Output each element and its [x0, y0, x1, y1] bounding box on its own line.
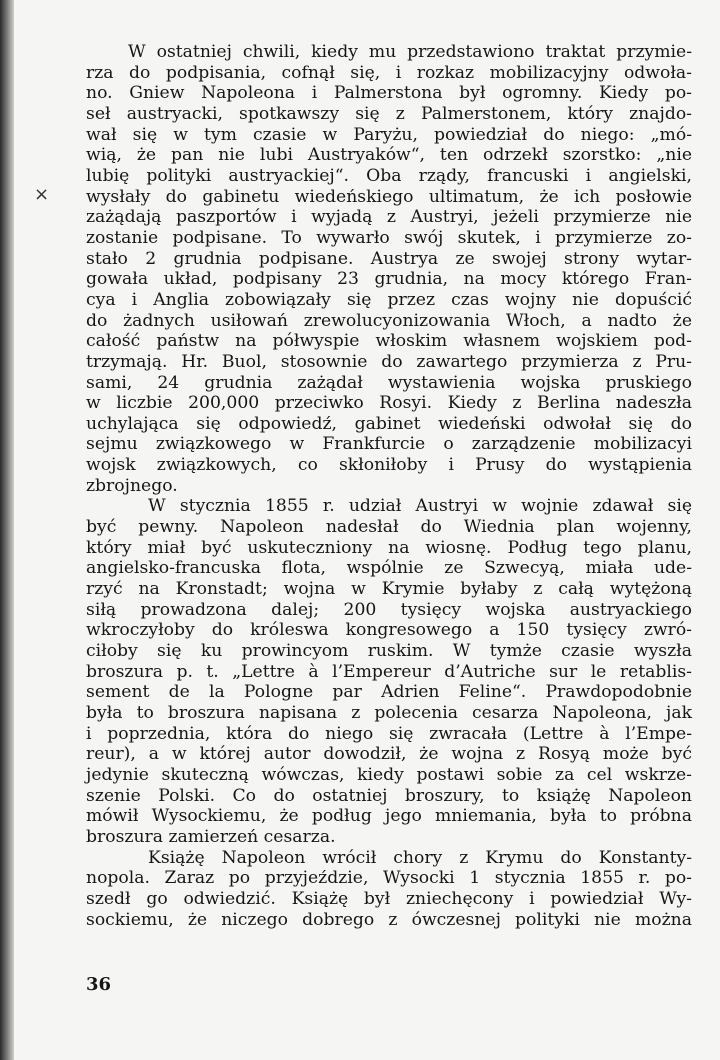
text-line: wią, że pan nie lubi Austryaków“, ten odrzekł szorstko: „nie	[86, 145, 692, 166]
text-line: wał się w tym czasie w Paryżu, powiedział do niego: „mó-	[86, 124, 692, 145]
text-line: W ostatniej chwili, kiedy mu przedstawiono traktat przymie-	[128, 42, 692, 62]
text-line: szedł go odwiedzić. Książę był zniechęcony i powiedział Wy-	[86, 888, 692, 909]
text-line: całość państw na półwyspie włoskim własnem wojskiem pod-	[86, 331, 692, 352]
text-line: rzyć na Kronstadt; wojna w Krymie byłaby z całą wytężoną	[86, 579, 692, 600]
text-line: broszura p. t. „Lettre à l’Empereur d’Autriche sur le retablis-	[86, 661, 692, 682]
text-line: sejmu związkowego w Frankfurcie o zarządzenie mobilizacyi	[86, 434, 692, 455]
text-line: cya i Anglia zobowiązały się przez czas wojny nie dopuścić	[86, 289, 692, 310]
margin-mark: ×	[34, 184, 50, 205]
text-line: sement de la Pologne par Adrien Feline“. Prawdopodobnie	[86, 682, 692, 703]
text-line: Książę Napoleon wrócił chory z Krymu do Konstanty-	[148, 847, 692, 868]
text-line: była to broszura napisana z polecenia cesarza Napoleona, jak	[86, 703, 692, 723]
text-line: szenie Polski. Co do ostatniej broszury, to książę Napoleon	[86, 785, 692, 806]
text-line: stało 2 grudnia podpisane. Austrya ze swojej strony wytar-	[86, 248, 692, 269]
text-line: zostanie podpisane. To wywarło swój skutek, i przymierze zo-	[86, 227, 692, 248]
text-line: W stycznia 1855 r. udział Austryi w wojnie zdawał się	[148, 496, 692, 517]
text-line: broszura zamierzeń cesarza.	[86, 826, 336, 847]
text-line: rza do podpisania, cofnął się, i rozkaz mobilizacyjny odwoła-	[86, 62, 692, 83]
text-line: sockiemu, że niczego dobrego z ówczesnej polityki nie można	[86, 909, 692, 930]
text-line: trzymają. Hr. Buol, stosownie do zawartego przymierza z Pru-	[86, 351, 692, 372]
text-line: lubię polityki austryackiej“. Oba rządy, francuski i angielski,	[86, 165, 692, 186]
text-line: nopola. Zaraz po przyjeździe, Wysocki 1 stycznia 1855 r. po-	[86, 868, 692, 889]
text-line: uchylająca się odpowiedź, gabinet wiedeński odwołał się do	[86, 413, 692, 434]
text-line: sami, 24 grudnia zażądał wystawienia wojska pruskiego	[86, 372, 692, 393]
text-line: zbrojnego.	[86, 475, 178, 496]
text-line: do żadnych usiłowań zrewolucyonizowania Włoch, a nadto że	[86, 310, 692, 331]
text-line: i poprzednia, która do niego się zwracała (Lettre à l’Empe-	[86, 723, 692, 744]
text-line: angielsko-francuska flota, wspólnie ze Szwecyą, miała ude-	[86, 558, 692, 579]
text-line: w liczbie 200,000 przeciwko Rosyi. Kiedy z Berlina nadeszła	[86, 393, 692, 414]
text-line: ciłoby się ku prowincyom ruskim. W tymże czasie wyszła	[86, 641, 692, 662]
page-number: 36	[86, 974, 112, 995]
text-line: seł austryacki, spotkawszy się z Palmerstonem, który znajdo-	[86, 103, 692, 124]
text-line: jedynie skuteczną wówczas, kiedy postawi sobie za cel wskrze-	[86, 764, 692, 785]
binding-gutter	[0, 0, 14, 1060]
body-text	[86, 42, 692, 930]
text-line: siłą prowadzona dalej; 200 tysięcy wojska austryackiego	[86, 599, 692, 620]
text-line: reur), a w której autor dowodził, że wojna z Rosyą może być	[86, 744, 692, 765]
text-line: wysłały do gabinetu wiedeńskiego ultimatum, że ich posłowie	[86, 186, 692, 207]
text-line: zażądają paszportów i wyjadą z Austryi, jeżeli przymierze nie	[86, 207, 692, 228]
text-line: mówił Wysockiemu, że podług jego mniemania, była to próbna	[86, 806, 692, 827]
text-line: no. Gniew Napoleona i Palmerstona był ogromny. Kiedy po-	[86, 83, 692, 104]
text-line: wojsk związkowych, co skłoniłoby i Prusy do wystąpienia	[86, 455, 692, 476]
text-line: wkroczyłoby do króleswa kongresowego a 150 tysięcy zwró-	[86, 620, 692, 641]
text-line: który miał być uskuteczniony na wiosnę. Podług tego planu,	[86, 537, 692, 558]
text-line: gowała układ, podpisany 23 grudnia, na mocy którego Fran-	[86, 269, 692, 290]
text-line: być pewny. Napoleon nadesłał do Wiednia plan wojenny,	[86, 517, 692, 538]
